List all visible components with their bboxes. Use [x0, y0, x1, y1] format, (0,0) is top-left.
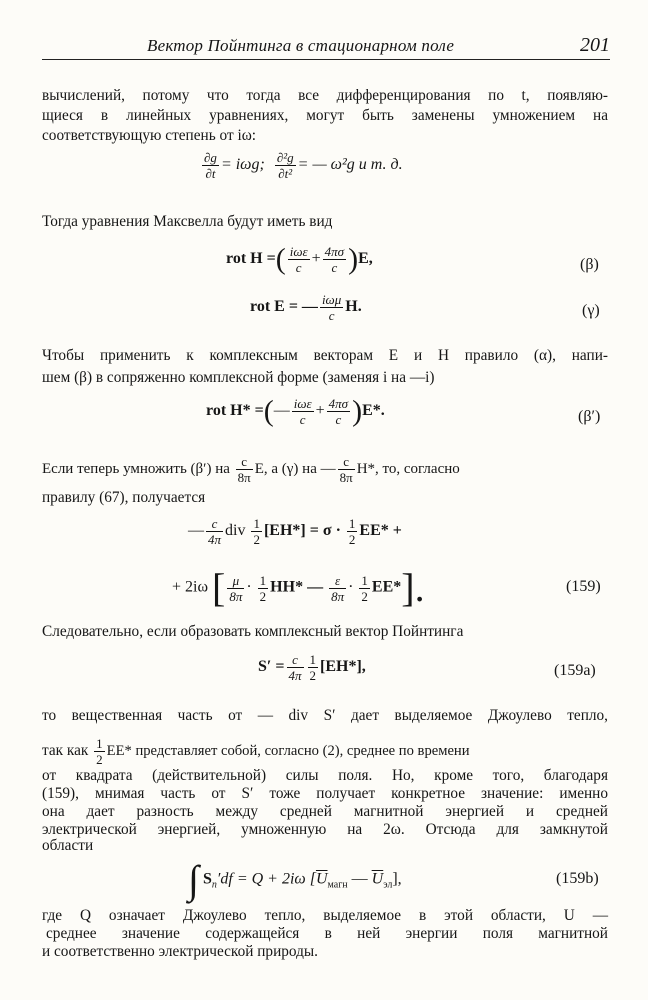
header-rule: [42, 59, 610, 60]
text-line: правилу (67), получается: [42, 489, 206, 506]
formula-part: EE*: [371, 578, 402, 596]
fraction-numerator: iωε: [293, 396, 312, 411]
fraction-denominator: 2: [253, 532, 260, 547]
formula-part: rot H =: [226, 250, 276, 268]
text-line: шем (β) в сопряженно комплексной форме (заменяя i на —i): [42, 369, 435, 386]
fraction: [258, 573, 269, 604]
fraction-numerator: iωε: [289, 244, 308, 259]
text-line: щиеся в линейных уравнениях, могут быть заменены умножением на: [42, 107, 608, 124]
formula-part: div: [225, 522, 246, 540]
fraction: [287, 652, 304, 683]
fraction-denominator: c: [331, 260, 338, 275]
formula-part: E,: [358, 250, 373, 268]
fraction: [320, 292, 343, 323]
equation-number: (β): [580, 256, 599, 273]
formula-part: ): [348, 242, 359, 276]
fraction: [251, 516, 262, 547]
equation-159b: [188, 857, 402, 902]
fraction-denominator: c: [335, 412, 342, 427]
fraction-numerator: ∂²g: [276, 150, 294, 165]
running-title: Вектор Пойнтинга в стационарном поле: [147, 36, 455, 55]
fraction-numerator: c: [236, 454, 253, 470]
formula-part: +: [311, 250, 321, 268]
formula-part: EE* +: [359, 522, 402, 540]
text-line: вычислений, потому что тогда все дифференцирования по t, появляю-: [42, 87, 608, 104]
formula-part: n: [211, 879, 217, 891]
formula-part: ·: [246, 578, 252, 596]
fraction-numerator: 1: [361, 572, 368, 588]
formula-part: (: [275, 242, 286, 276]
fraction-denominator: 4π: [288, 668, 302, 683]
formula-part: H*, то, согласно: [356, 460, 460, 477]
text-line: от квадрата (действительной) силы поля. Но, кроме того, благодаря: [42, 767, 608, 784]
fraction: [288, 244, 310, 275]
fraction-denominator: 8π: [229, 588, 243, 604]
fraction-denominator: 2: [361, 588, 368, 604]
fraction-numerator: 1: [348, 516, 356, 531]
formula-part: E, а (γ) на —: [254, 460, 336, 477]
text-line: электрической энергией, умноженную на 2ω. Отсюда для замкнутой: [42, 821, 608, 838]
fraction-numerator: iωμ: [321, 292, 342, 307]
formula-part: S: [202, 870, 212, 888]
running-header: [42, 30, 610, 58]
text-line: Тогда уравнения Максвелла будут иметь вид: [42, 213, 333, 230]
fraction: [94, 736, 105, 767]
formula-part: ): [352, 394, 363, 428]
formula-part: H.: [345, 298, 362, 316]
text-line: Следовательно, если образовать комплексный вектор Пойнтинга: [42, 623, 464, 640]
fraction-denominator: 2: [348, 532, 356, 547]
formula-part: rot H* =: [206, 402, 264, 420]
formula-part: HH* —: [270, 578, 324, 596]
formula-part: rot E = —: [250, 298, 318, 316]
equation-number: (β′): [578, 408, 601, 425]
formula-part: $\overline{U}$: [371, 870, 384, 888]
formula-part: (: [263, 394, 274, 428]
formula-part: магн: [327, 879, 348, 891]
text-line: соответствующую степень от iω:: [42, 127, 257, 144]
equation-159-line2: [172, 565, 425, 610]
formula-part: $\overline{U}$: [315, 870, 328, 888]
fraction: [292, 396, 314, 427]
page-number: 201: [580, 34, 610, 56]
text-line: [42, 736, 610, 767]
text-line: она дает разность между средней магнитной энергией и средней: [42, 803, 608, 820]
fraction: [329, 573, 346, 604]
fraction-denominator: c: [295, 260, 302, 275]
formula-part: [EH*] = σ ·: [263, 522, 341, 540]
fraction-denominator: 4π: [208, 532, 222, 547]
formula-part: —: [273, 402, 290, 420]
formula-part: ′df = Q + 2iω [: [216, 870, 316, 888]
fraction: [338, 454, 355, 485]
equation-number: (γ): [582, 302, 600, 319]
fraction-numerator: μ: [227, 573, 244, 589]
formula-part: ].: [401, 565, 425, 610]
fraction: [227, 573, 244, 604]
fraction-denominator: ∂t²: [278, 166, 293, 181]
fraction-numerator: 1: [259, 572, 267, 588]
fraction: [347, 516, 358, 547]
equation-derivatives: [200, 150, 403, 181]
equation-number: (159b): [556, 870, 599, 887]
fraction: [206, 516, 223, 547]
fraction: [327, 396, 350, 427]
text-line: области: [42, 837, 94, 854]
formula-part: EE* представляет собой, согласно (2), среднее по времени: [106, 743, 470, 760]
fraction-denominator: 8π: [331, 588, 345, 604]
text-line: то вещественная часть от — div S′ дает выделяемое Джоулево тепло,: [42, 707, 608, 724]
fraction-numerator: 4πσ: [328, 396, 349, 411]
equation-number: (159): [566, 578, 601, 595]
formula-part: —: [351, 870, 368, 888]
fraction: [308, 652, 319, 683]
equation-159a: [258, 652, 366, 683]
formula-part: эл: [383, 879, 393, 891]
fraction-denominator: ∂t: [205, 166, 216, 181]
fraction-denominator: 2: [259, 588, 267, 604]
text-line: где Q означает Джоулево тепло, выделяемое в этой области, U —: [42, 907, 608, 924]
fraction-denominator: c: [299, 412, 306, 427]
fraction-numerator: 1: [96, 736, 103, 751]
fraction-numerator: ε: [329, 573, 346, 589]
text-line: и соответственно электрической природы.: [42, 943, 318, 960]
formula-part: [EH*],: [320, 658, 366, 676]
fraction-numerator: c: [338, 454, 355, 470]
formula-part: ·: [348, 578, 354, 596]
fraction: [236, 454, 253, 485]
text-line: (159), мнимая часть от S′ тоже получает конкретное значение: именно: [42, 785, 608, 802]
text-line: среднее значение содержащейся в ней энергии поля магнитной: [46, 925, 608, 942]
fraction: [202, 150, 219, 181]
fraction: [323, 244, 346, 275]
formula-part: так как: [42, 742, 89, 760]
text-line: Чтобы применить к комплексным векторам E и H правило (α), напи-: [42, 347, 608, 364]
formula-part: ∫: [188, 857, 199, 902]
formula-part: —: [188, 522, 204, 540]
fraction-numerator: c: [206, 516, 223, 532]
formula-part: + 2iω: [172, 578, 208, 596]
formula-part: ],: [392, 870, 402, 888]
fraction-numerator: ∂g: [204, 150, 217, 165]
formula-part: [: [212, 565, 226, 610]
fraction-denominator: 8π: [339, 470, 353, 485]
formula-part: S′ =: [258, 658, 285, 676]
fraction-denominator: 8π: [237, 470, 251, 485]
formula-part: E*.: [362, 402, 385, 420]
fraction: [275, 150, 296, 181]
fraction: [359, 573, 370, 604]
fraction-numerator: 4πσ: [324, 244, 345, 259]
text-line: [42, 454, 608, 485]
fraction-numerator: c: [287, 652, 304, 668]
fraction-numerator: 1: [309, 652, 317, 667]
formula-part: = — ω²g и т. д.: [297, 156, 403, 174]
fraction-denominator: 2: [309, 668, 317, 683]
equation-159-line1: [188, 516, 402, 547]
formula-part: = iωg;: [220, 156, 265, 174]
formula-part: Если теперь умножить (β′) на: [42, 460, 230, 477]
fraction-denominator: 2: [96, 752, 103, 767]
equation-gamma: [250, 292, 362, 323]
equation-beta: [226, 244, 373, 275]
equation-number: (159a): [554, 662, 596, 679]
formula-part: +: [315, 402, 325, 420]
fraction-denominator: c: [328, 308, 335, 323]
equation-beta-prime: [206, 396, 385, 427]
fraction-numerator: 1: [253, 516, 260, 531]
